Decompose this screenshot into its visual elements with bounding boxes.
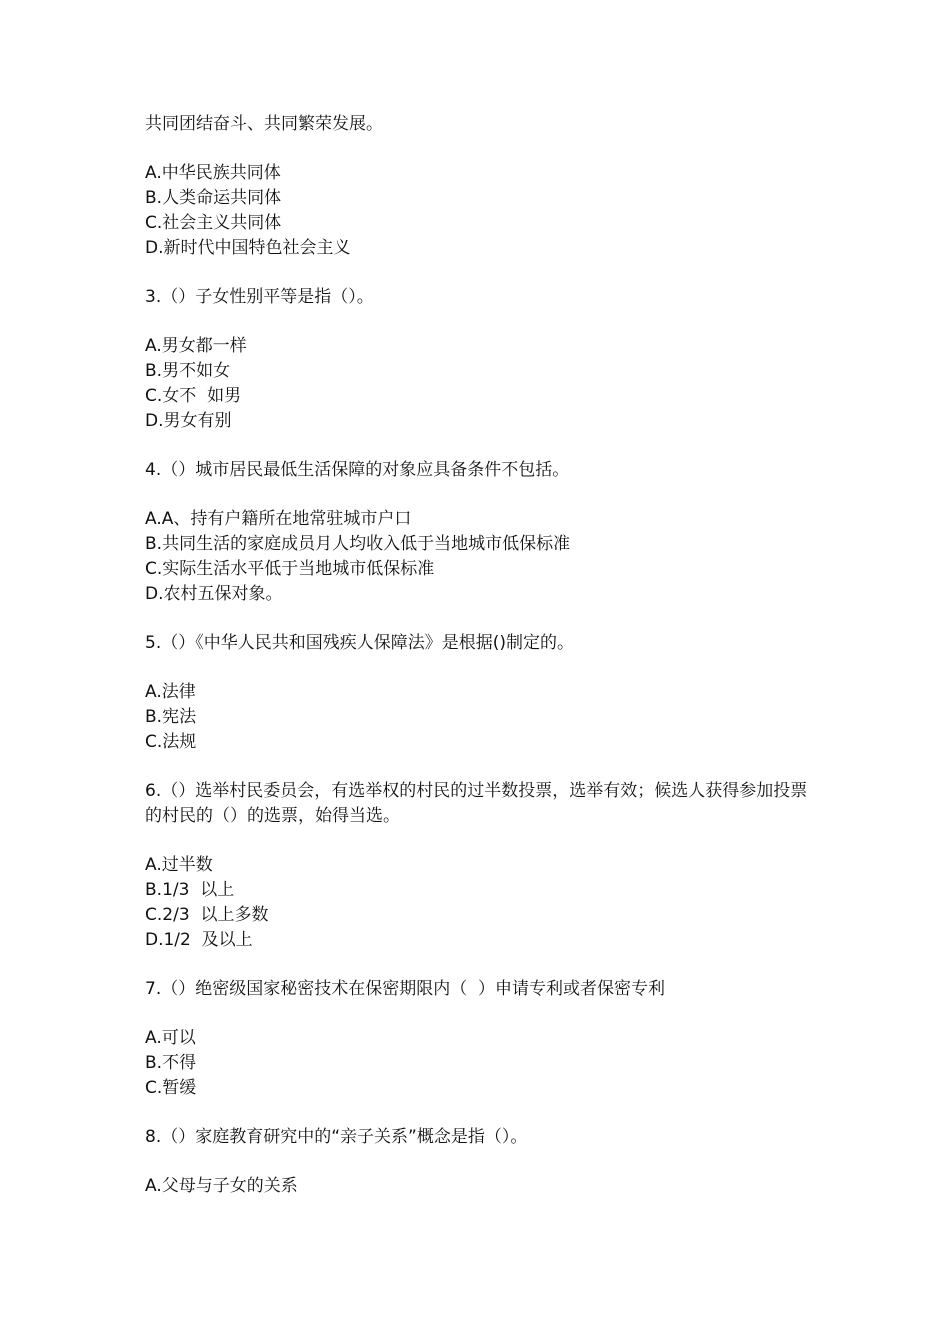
question-stem: 4.（）城市居民最低生活保障的对象应具备条件不包括。	[145, 460, 570, 480]
spacer	[145, 656, 845, 680]
option-item: D.农村五保对象。	[145, 584, 283, 604]
spacer	[145, 1101, 845, 1125]
question-stem: 共同团结奋斗、共同繁荣发展。	[145, 114, 383, 134]
option-item: D.1/2 及以上	[145, 930, 253, 950]
spacer	[145, 829, 845, 853]
option-item: A.A、持有户籍所在地常驻城市户口	[145, 509, 412, 529]
option-item: B.人类命运共同体	[145, 188, 282, 208]
option-item: B.宪法	[145, 707, 197, 727]
spacer	[145, 483, 845, 507]
spacer	[145, 1002, 845, 1026]
option-item: A.中华民族共同体	[145, 163, 281, 183]
question-stem: 5.（）《中华人民共和国残疾人保障法》是根据()制定的。	[145, 633, 574, 653]
option-item: C.暂缓	[145, 1078, 197, 1098]
document-page	[145, 112, 845, 1199]
question-stem: 3.（）子女性别平等是指（）。	[145, 287, 374, 307]
option-item: C.女不 如男	[145, 386, 242, 406]
question-stem: 7.（）绝密级国家秘密技术在保密期限内（ ）申请专利或者保密专利	[145, 979, 666, 999]
option-item: A.过半数	[145, 855, 213, 875]
option-item: C.2/3 以上多数	[145, 905, 269, 925]
option-item: A.父母与子女的关系	[145, 1176, 298, 1196]
option-item: B.男不如女	[145, 361, 231, 381]
spacer	[145, 137, 845, 161]
question-stem: 8.（）家庭教育研究中的“亲子关系”概念是指（）。	[145, 1127, 528, 1147]
option-item: B.共同生活的家庭成员月人均收入低于当地城市低保标准	[145, 534, 571, 554]
option-item: C.社会主义共同体	[145, 213, 282, 233]
option-item: A.可以	[145, 1028, 196, 1048]
spacer	[145, 1150, 845, 1174]
option-item: C.实际生活水平低于当地城市低保标准	[145, 559, 435, 579]
option-item: B.不得	[145, 1053, 197, 1073]
spacer	[145, 261, 845, 285]
option-item: A.男女都一样	[145, 336, 247, 356]
option-item: D.新时代中国特色社会主义	[145, 238, 351, 258]
spacer	[145, 310, 845, 334]
spacer	[145, 434, 845, 458]
option-item: C.法规	[145, 732, 197, 752]
spacer	[145, 607, 845, 631]
question-stem: 6.（）选举村民委员会，有选举权的村民的过半数投票，选举有效；候选人获得参加投票的村民的（）的选票，始得当选。	[145, 781, 808, 826]
option-item: B.1/3 以上	[145, 880, 235, 900]
spacer	[145, 953, 845, 977]
option-item: A.法律	[145, 682, 196, 702]
option-item: D.男女有别	[145, 411, 232, 431]
spacer	[145, 755, 845, 779]
